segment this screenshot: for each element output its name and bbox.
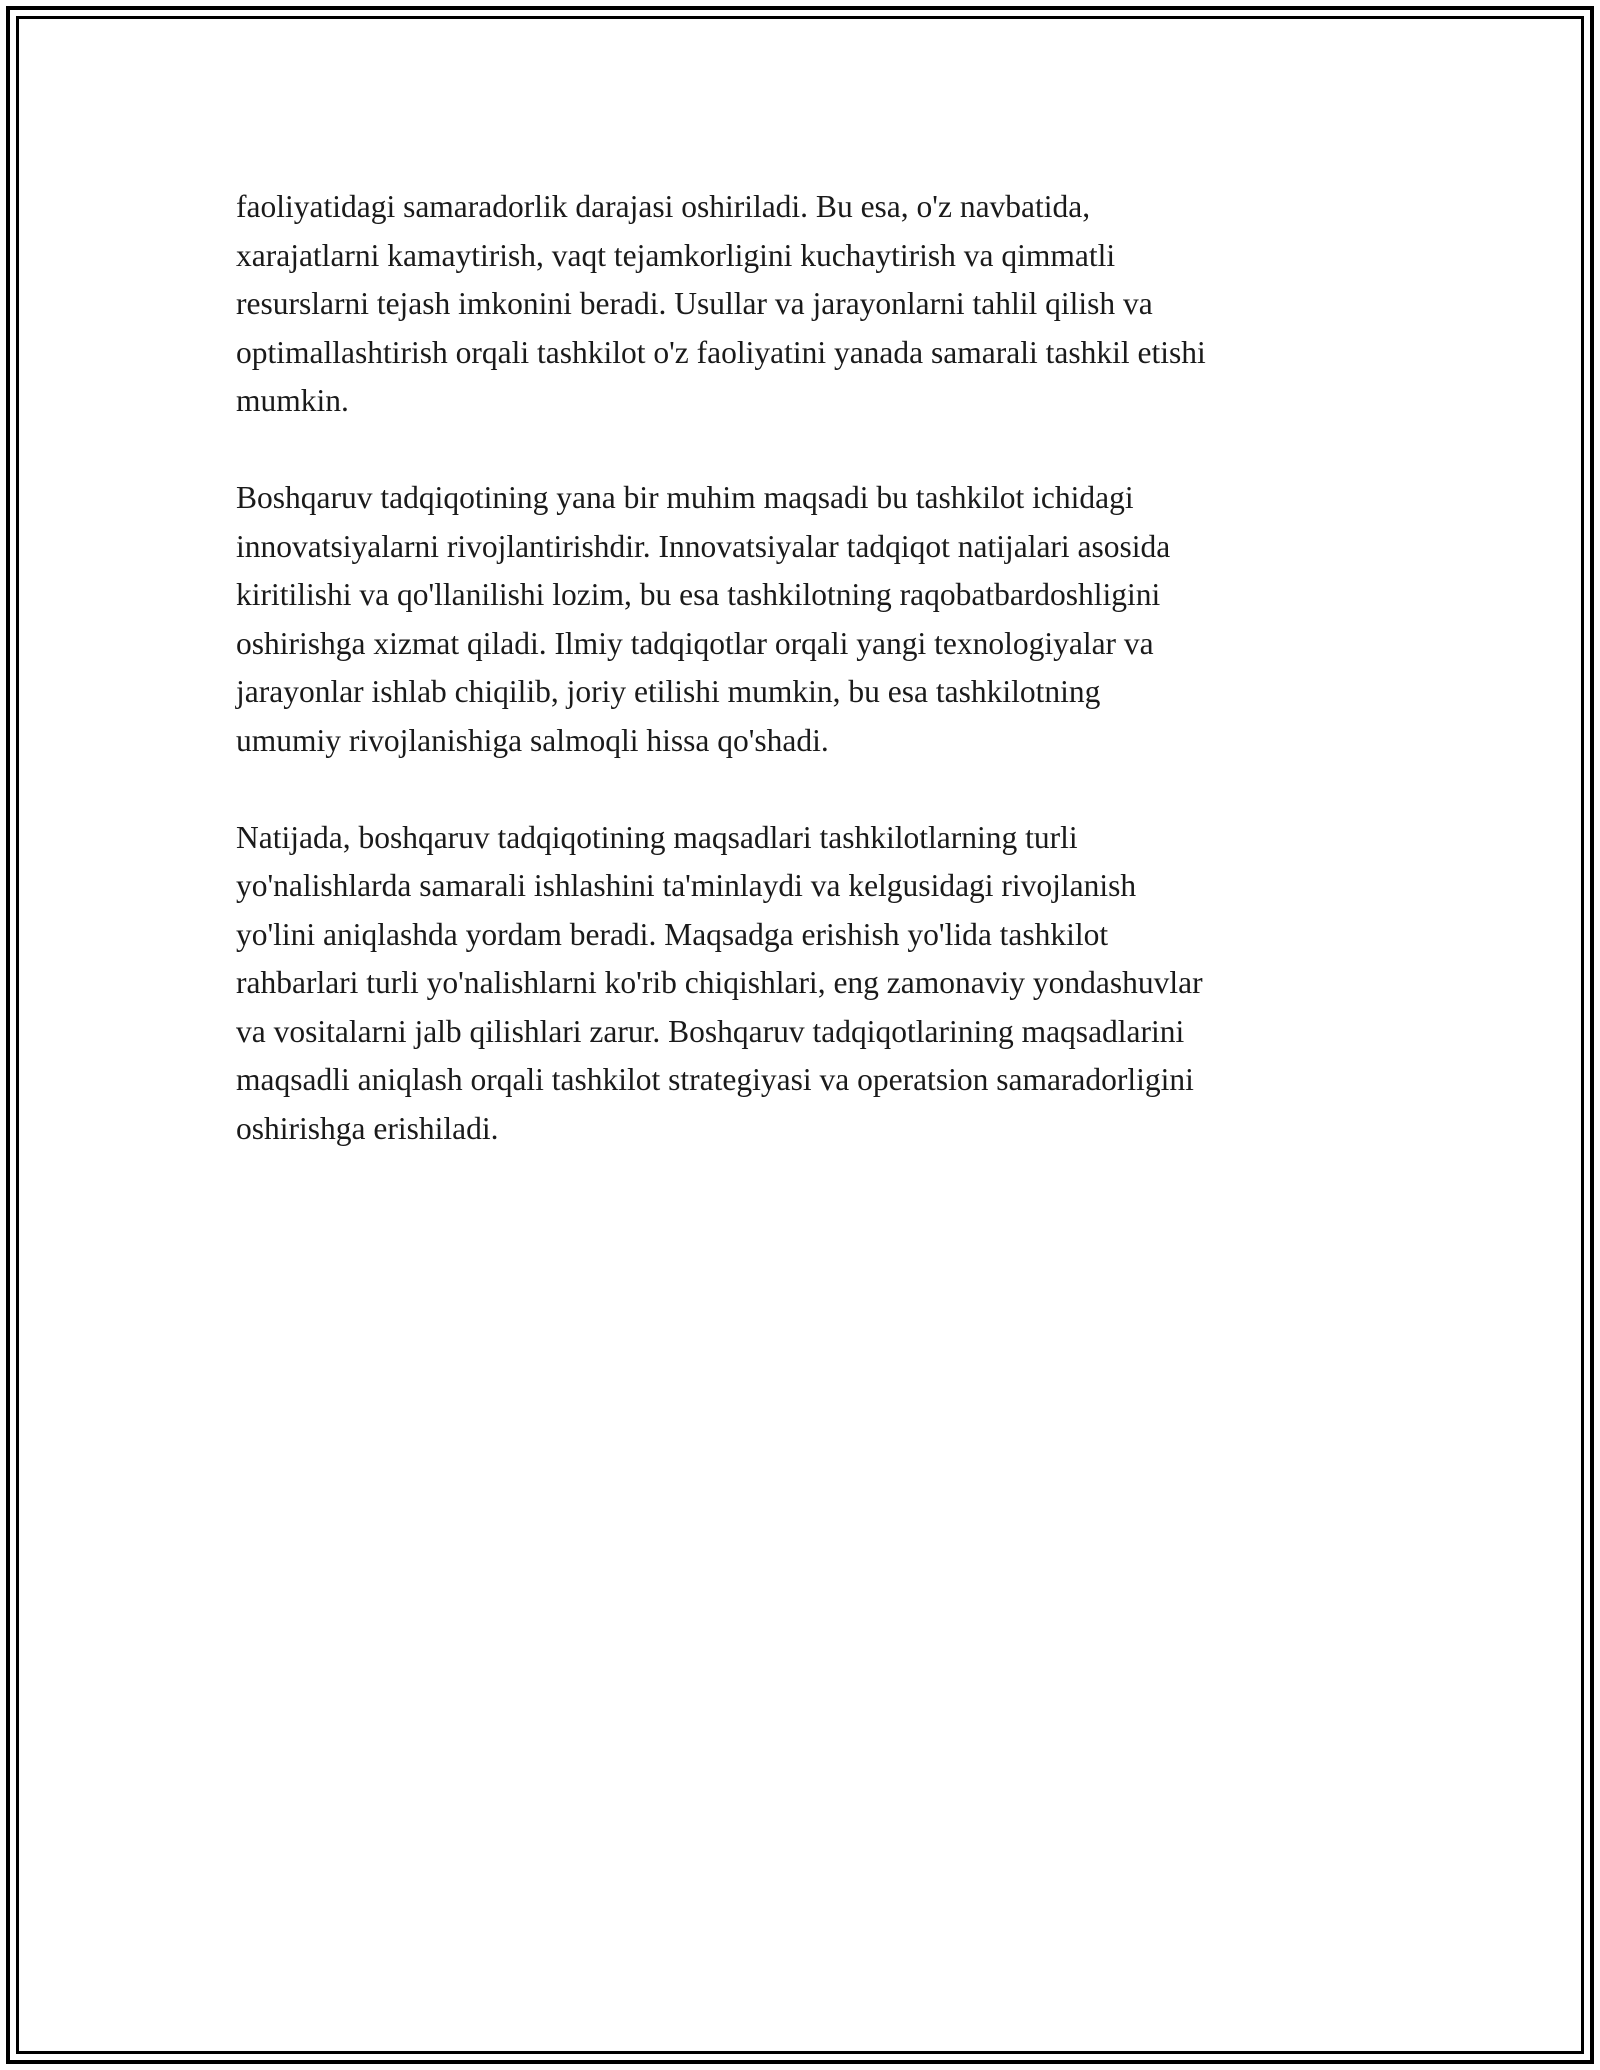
text-line: jarayonlar ishlab chiqilib, joriy etilishi mumkin, bu esa tashkilotning: [236, 674, 1101, 709]
text-line: xarajatlarni kamaytirish, vaqt tejamkorligini kuchaytirish va qimmatli: [236, 237, 1116, 273]
paragraph-2: [236, 474, 1386, 765]
text-line: maqsadli aniqlash orqali tashkilot strategiyasi va operatsion samaradorligini: [236, 1062, 1194, 1097]
text-line: oshirishga xizmat qiladi. Ilmiy tadqiqotlar orqali yangi texnologiyalar va: [236, 625, 1154, 661]
text-line: resurslarni tejash imkonini beradi. Usullar va jarayonlarni tahlil qilish va: [236, 286, 1153, 321]
text-line: faoliyatidagi samaradorlik darajasi oshiriladi. Bu esa, o'z navbatida,: [236, 189, 1091, 224]
paragraph-3: [236, 814, 1386, 1154]
text-line: optimallashtirish orqali tashkilot o'z faoliyatini yanada samarali tashkil etishi: [236, 334, 1206, 370]
text-line: kiritilishi va qo'llanilishi lozim, bu esa tashkilotning raqobatbardoshligini: [236, 577, 1161, 612]
text-line: Boshqaruv tadqiqotining yana bir muhim maqsadi bu tashkilot ichidagi: [236, 480, 1134, 515]
text-line: Natijada, boshqaruv tadqiqotining maqsadlari tashkilotlarning turli: [236, 819, 1078, 855]
text-line: rahbarlari turli yo'nalishlarni ko'rib chiqishlari, eng zamonaviy yondashuvlar: [236, 965, 1203, 1000]
document-body: [236, 183, 1386, 1202]
text-line: va vositalarni jalb qilishlari zarur. Boshqaruv tadqiqotlarining maqsadlarini: [236, 1013, 1185, 1049]
text-line: innovatsiyalarni rivojlantirishdir. Innovatsiyalar tadqiqot natijalari asosida: [236, 528, 1171, 564]
text-line: yo'lini aniqlashda yordam beradi. Maqsadga erishish yo'lida tashkilot: [236, 916, 1109, 952]
paragraph-1: [236, 183, 1386, 426]
text-line: mumkin.: [236, 383, 349, 418]
text-line: oshirishga erishiladi.: [236, 1110, 499, 1146]
text-line: yo'nalishlarda samarali ishlashini ta'minlaydi va kelgusidagi rivojlanish: [236, 868, 1137, 903]
text-line: umumiy rivojlanishiga salmoqli hissa qo'shadi.: [236, 722, 829, 758]
